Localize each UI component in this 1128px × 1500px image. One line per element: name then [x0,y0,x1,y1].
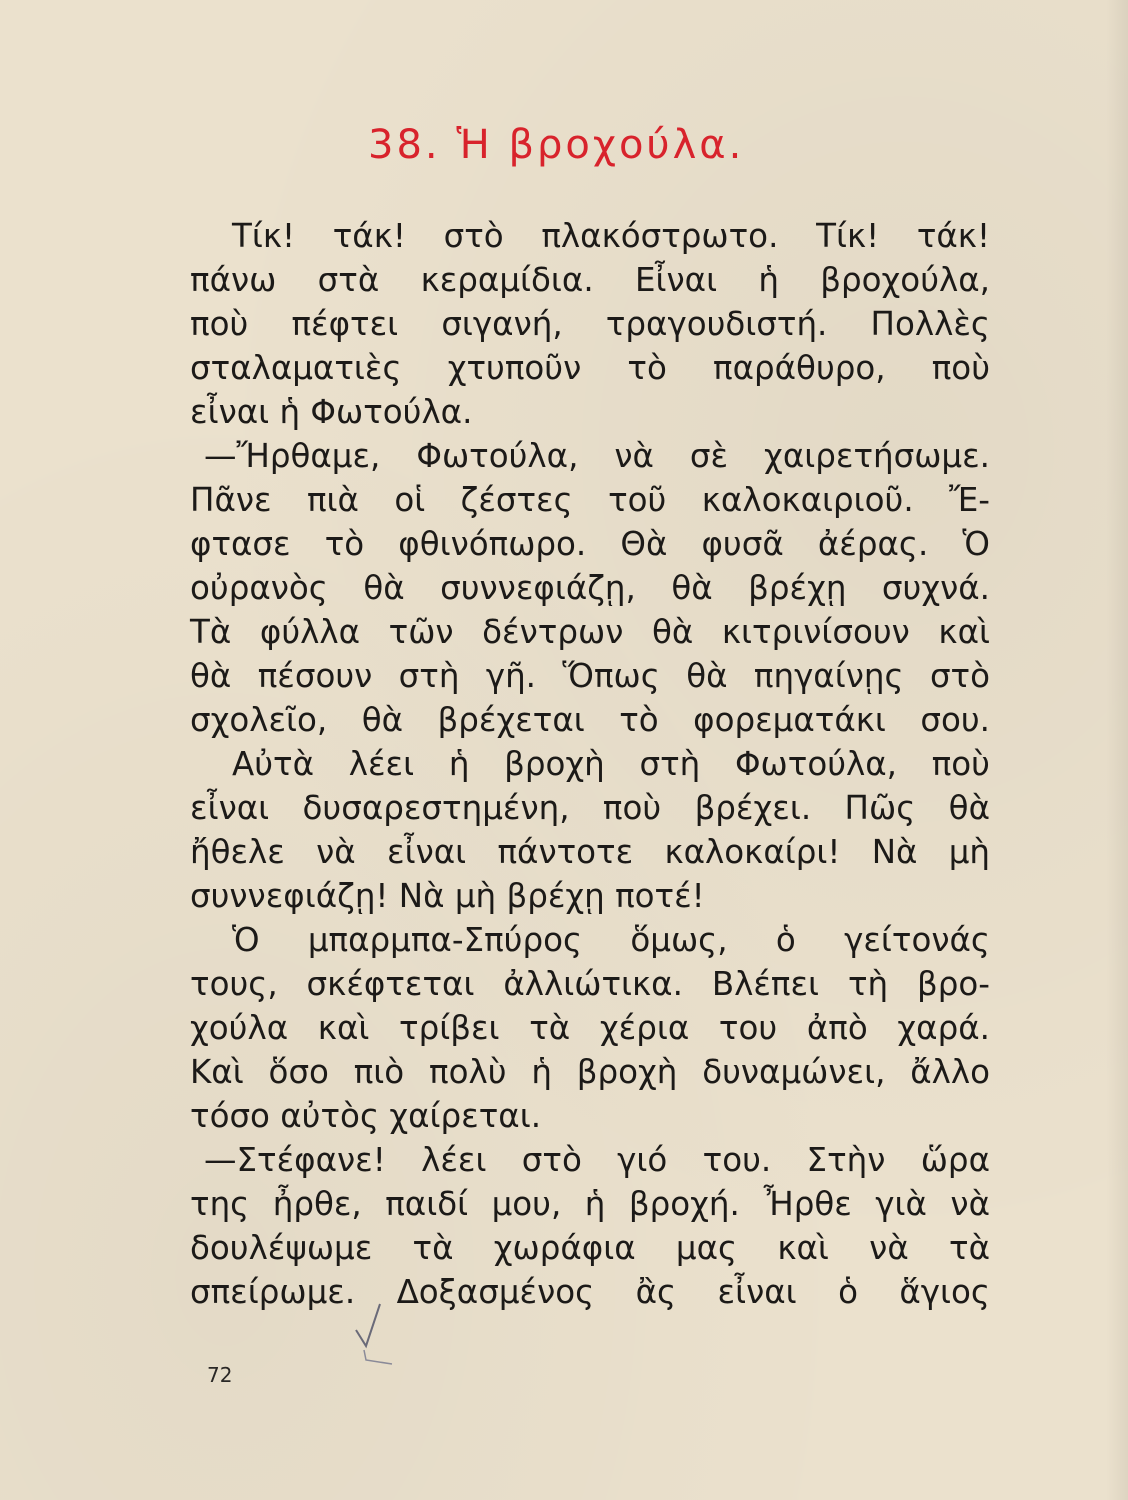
pencil-check-mark [352,1302,412,1372]
text-line: ποὺ πέφτει σιγανή, τραγουδιστή. Πολλὲς [190,305,990,343]
text-line: χούλα καὶ τρίβει τὰ χέρια του ἀπὸ χαρά. [190,1009,990,1047]
text-line: οὐρανὸς θὰ συννεφιάζῃ, θὰ βρέχῃ συχνά. [190,569,990,607]
text-line: εἶναι δυσαρεστημένη, ποὺ βρέχει. Πῶς θὰ [190,789,990,827]
text-line: πάνω στὰ κεραμίδια. Εἶναι ἡ βροχούλα, [190,261,990,299]
text-line: τόσο αὐτὸς χαίρεται. [190,1097,542,1135]
text-line: Ὁ μπαρμπα-Σπύρος ὅμως, ὁ γείτονάς [232,921,990,959]
page-number: 72 [207,1363,233,1387]
text-line: σταλαματιὲς χτυποῦν τὸ παράθυρο, ποὺ [190,349,990,387]
text-line: —Στέφανε! λέει στὸ γιό του. Στὴν ὥρα [204,1141,990,1179]
text-line: θὰ πέσουν στὴ γῆ. Ὅπως θὰ πηγαίνῃς στὸ [190,657,990,695]
text-line: δουλέψωμε τὰ χωράφια μας καὶ νὰ τὰ [190,1229,990,1267]
chapter-title: 38. Ἡ βροχούλα. [368,122,745,168]
text-line: Καὶ ὅσο πιὸ πολὺ ἡ βροχὴ δυναμώνει, ἄλλο [190,1053,990,1091]
text-line: Πᾶνε πιὰ οἱ ζέστες τοῦ καλοκαιριοῦ. Ἔ- [190,481,990,519]
text-line: —Ἤρθαμε, Φωτούλα, νὰ σὲ χαιρετήσωμε. [204,437,990,475]
text-line: σχολεῖο, θὰ βρέχεται τὸ φορεματάκι σου. [190,701,990,739]
page-edge-shadow [1106,0,1128,1500]
text-line: Τὰ φύλλα τῶν δέντρων θὰ κιτρινίσουν καὶ [190,613,990,651]
text-line: τους, σκέφτεται ἀλλιώτικα. Βλέπει τὴ βρο- [190,965,990,1003]
text-line: της ἦρθε, παιδί μου, ἡ βροχή. Ἦρθε γιὰ νὰ [190,1185,990,1223]
text-line: ἤθελε νὰ εἶναι πάντοτε καλοκαίρι! Νὰ μὴ [190,833,990,871]
body-text [190,214,990,1314]
text-line: συννεφιάζῃ! Νὰ μὴ βρέχῃ ποτέ! [190,877,705,915]
text-line: φτασε τὸ φθινόπωρο. Θὰ φυσᾶ ἀέρας. Ὁ [190,525,990,563]
text-line: σπείρωμε. Δοξασμένος ἂς εἶναι ὁ ἅγιος [190,1273,990,1311]
text-line: Τίκ! τάκ! στὸ πλακόστρωτο. Τίκ! τάκ! [232,217,990,255]
text-line: Αὐτὰ λέει ἡ βροχὴ στὴ Φωτούλα, ποὺ [232,745,990,783]
text-line: εἶναι ἡ Φωτούλα. [190,393,473,431]
